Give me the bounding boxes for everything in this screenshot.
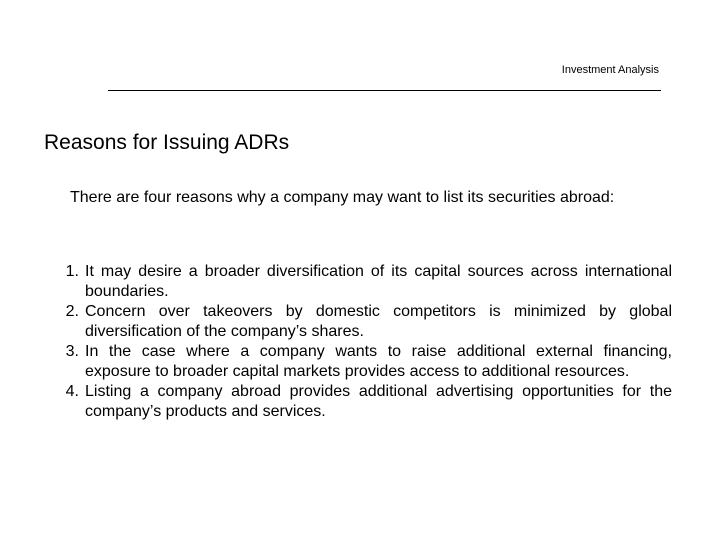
reason-number: 1.: [65, 263, 79, 280]
reason-item-4: [30, 382, 672, 422]
slide-title: Reasons for Issuing ADRs: [44, 131, 290, 154]
reason-number: 2.: [65, 303, 79, 320]
reason-text: Concern over takeovers by domestic competitors is minimized by global diversification of the company’s shares.: [85, 303, 672, 340]
reasons-list: [30, 262, 672, 422]
reason-text: It may desire a broader diversification of its capital sources across international boundaries.: [85, 263, 672, 300]
intro-paragraph: There are four reasons why a company may want to list its securities abroad:: [70, 189, 615, 206]
reason-number: 4.: [65, 383, 79, 400]
reason-number: 3.: [65, 343, 79, 360]
reason-text: Listing a company abroad provides additional advertising opportunities for the company’s products and services.: [85, 383, 672, 420]
reason-item-3: [30, 342, 672, 382]
reason-text: In the case where a company wants to raise additional external financing, exposure to broader capital markets provides access to additional resources.: [85, 343, 672, 380]
header-divider: [108, 90, 661, 91]
reason-item-1: [30, 262, 672, 302]
reason-item-2: [30, 302, 672, 342]
header-title: Investment Analysis: [561, 64, 659, 76]
